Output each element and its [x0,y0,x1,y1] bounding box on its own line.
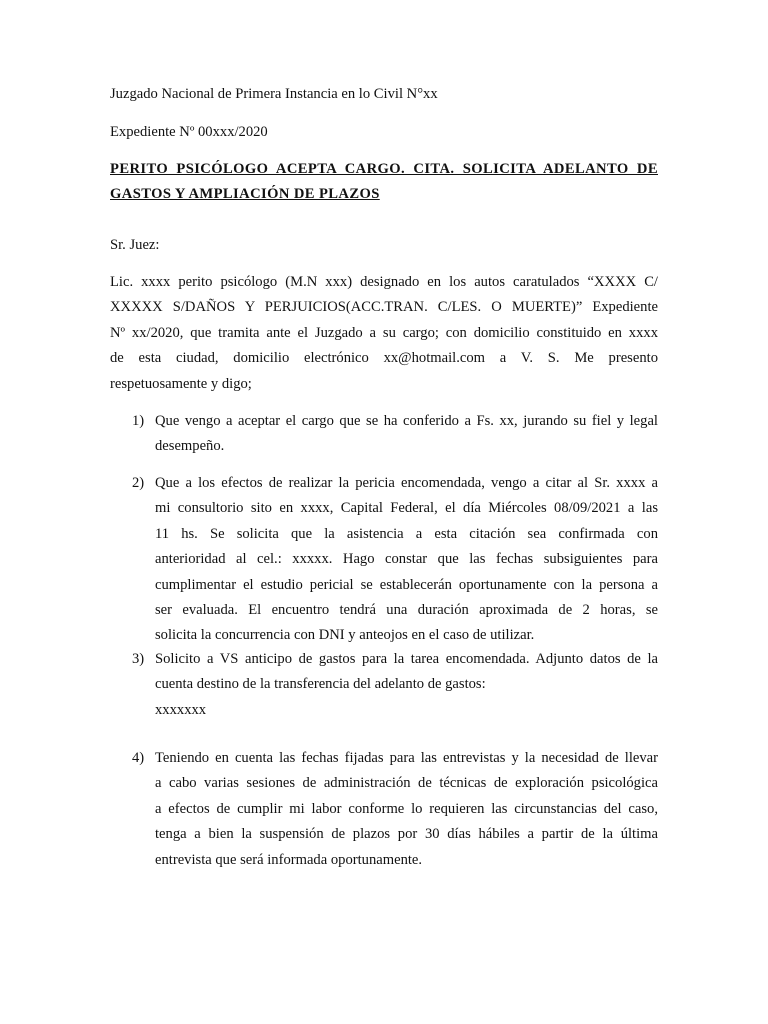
paragraph-line: Lic. xxxx perito psicólogo (M.N xxx) designado en los autos caratulados “XXXX C/ [110,274,658,290]
item-number: 4) [132,750,145,766]
paragraph-line: Nº xx/2020, que tramita ante el Juzgado a su cargo; con domicilio constituido en xxxx [110,324,658,341]
paragraph-line: solicita la concurrencia con DNI y anteojos en el caso de utilizar. [155,627,535,644]
paragraph-line: 11 hs. Se solicita que la asistencia a esta citación sea confirmada con [155,525,658,542]
paragraph-line: xxxxxxx [155,701,207,718]
paragraph-line: Teniendo en cuenta las fechas fijadas para las entrevistas y la necesidad de llevar [155,750,658,766]
paragraph-line: anterioridad al cel.: xxxxx. Hago constar que las fechas subsiguientes para [155,551,658,568]
item-number: 3) [132,651,145,667]
paragraph-line: tenga a bien la suspensión de plazos por 30 días hábiles a partir de la última [155,826,658,843]
item-text [155,746,658,873]
paragraph-line: cumplimentar el estudio pericial se establecerán oportunamente con la persona a [155,576,658,593]
intro-paragraph [110,270,658,397]
item-text [155,471,658,649]
item-text [155,647,658,723]
paragraph-line: mi consultorio sito en xxxx, Capital Federal, el día Miércoles 08/09/2021 a las [155,500,658,517]
paragraph-line: Que a los efectos de realizar la pericia encomendada, vengo a citar al Sr. xxxx a [155,475,658,491]
title-line: PERITO PSICÓLOGO ACEPTA CARGO. CITA. SOLICITA ADELANTO DE [110,161,658,177]
paragraph-line: entrevista que será informada oportunamente. [155,851,423,868]
paragraph-line: a efectos de cumplir mi labor conforme lo requieren las circunstancias del caso, [155,800,658,817]
title-line: GASTOS Y AMPLIACIÓN DE PLAZOS [110,186,380,203]
item-number: 2) [132,475,145,491]
paragraph-line: Que vengo a aceptar el cargo que se ha conferido a Fs. xx, jurando su fiel y legal [155,413,658,429]
paragraph-line: cuenta destino de la transferencia del adelanto de gastos: [155,676,486,693]
item-number: 1) [132,413,145,429]
paragraph-line: ser evaluada. El encuentro tendrá una duración aproximada de 2 horas, se [155,602,658,619]
paragraph-line: desempeño. [155,438,225,455]
paragraph-line: de esta ciudad, domicilio electrónico xx@hotmail.com a V. S. Me presento [110,350,658,367]
paragraph-line: respetuosamente y digo; [110,375,252,392]
item-text [155,409,658,460]
court-name: Juzgado Nacional de Primera Instancia en lo Civil N°xx [110,86,438,102]
paragraph-line: XXXXX S/DAÑOS Y PERJUICIOS(ACC.TRAN. C/LES. O MUERTE)” Expediente [110,299,658,316]
salutation: Sr. Juez: [110,237,160,253]
paragraph-line: Solicito a VS anticipo de gastos para la tarea encomendada. Adjunto datos de la [155,651,658,667]
file-number: Expediente Nº 00xxx/2020 [110,124,268,140]
paragraph-line: a cabo varias sesiones de administración de técnicas de exploración psicológica [155,775,658,792]
document-title [110,157,658,208]
